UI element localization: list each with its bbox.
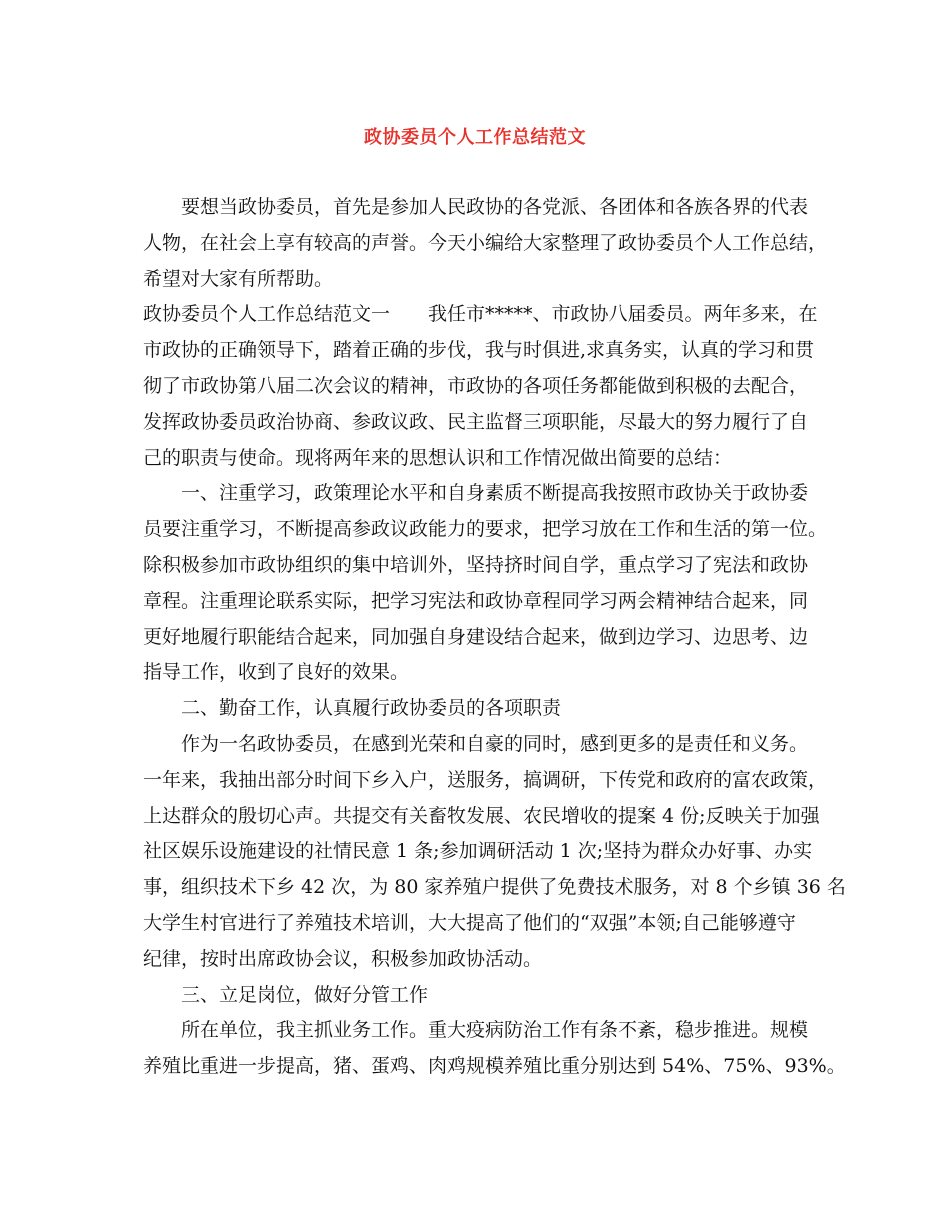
paragraph-line: 一年来，我抽出部分时间下乡入户，送服务，搞调研，下传党和政府的富农政策，	[143, 768, 828, 791]
paragraph-line: 人物，在社会上享有较高的声誉。今天小编给大家整理了政协委员个人工作总结，	[143, 231, 828, 254]
paragraph-line: 希望对大家有所帮助。	[143, 267, 334, 290]
paragraph-line: 作为一名政协委员，在感到光荣和自豪的同时，感到更多的是责任和义务。	[181, 732, 809, 755]
paragraph-line: 发挥政协委员政治协商、参政议政、民主监督三项职能，尽最大的努力履行了自	[143, 410, 809, 433]
paragraph-line: 养殖比重进一步提高，猪、蛋鸡、肉鸡规模养殖比重分别达到 54%、75%、93%。	[143, 1055, 846, 1078]
paragraph-line: 彻了市政协第八届二次会议的精神，市政协的各项任务都能做到积极的去配合，	[143, 374, 809, 397]
document-body	[143, 190, 846, 1085]
paragraph-line: 己的职责与使命。现将两年来的思想认识和工作情况做出简要的总结：	[143, 446, 733, 469]
paragraph-line: 要想当政协委员，首先是参加人民政协的各党派、各团体和各族各界的代表	[181, 196, 809, 218]
paragraph-line: 更好地履行职能结合起来，同加强自身建设结合起来，做到边学习、边思考、边	[143, 625, 809, 648]
paragraph-line: 员要注重学习，不断提高参政议政能力的要求，把学习放在工作和生活的第一位。	[143, 518, 828, 541]
paragraph-line: 纪律，按时出席政协会议，积极参加政协活动。	[143, 947, 543, 970]
section-heading: 三、立足岗位，做好分管工作	[181, 983, 429, 1006]
paragraph-line: 政协委员个人工作总结范文一 我任市*****、市政协八届委员。两年多来，在	[143, 303, 818, 326]
paragraph-line: 大学生村官进行了养殖技术培训，大大提高了他们的“双强”本领;自己能够遵守	[143, 911, 796, 934]
paragraph-line: 所在单位，我主抓业务工作。重大疫病防治工作有条不紊，稳步推进。规模	[181, 1019, 809, 1042]
paragraph-line: 市政协的正确领导下，踏着正确的步伐，我与时俱进,求真务实，认真的学习和贯	[143, 339, 815, 362]
paragraph-line: 指导工作，收到了良好的效果。	[143, 661, 410, 684]
paragraph-line: 事，组织技术下乡 42 次，为 80 家养殖户提供了免费技术服务，对 8 个乡镇 36 名	[143, 876, 846, 899]
paragraph-line: 社区娱乐设施建设的社情民意 1 条;参加调研活动 1 次;坚持为群众办好事、办实	[143, 840, 813, 863]
section-heading: 二、勤奋工作，认真履行政协委员的各项职责	[181, 697, 562, 720]
paragraph-line: 除积极参加市政协组织的集中培训外，坚持挤时间自学，重点学习了宪法和政协	[143, 553, 809, 576]
paragraph-line: 章程。注重理论联系实际，把学习宪法和政协章程同学习两会精神结合起来，同	[143, 589, 809, 612]
document-title: 政协委员个人工作总结范文	[364, 127, 586, 148]
paragraph-line: 上达群众的殷切心声。共提交有关畜牧发展、农民增收的提案 4 份;反映关于加强	[143, 804, 820, 827]
paragraph-line: 一、注重学习，政策理论水平和自身素质不断提高我按照市政协关于政协委	[181, 482, 809, 505]
